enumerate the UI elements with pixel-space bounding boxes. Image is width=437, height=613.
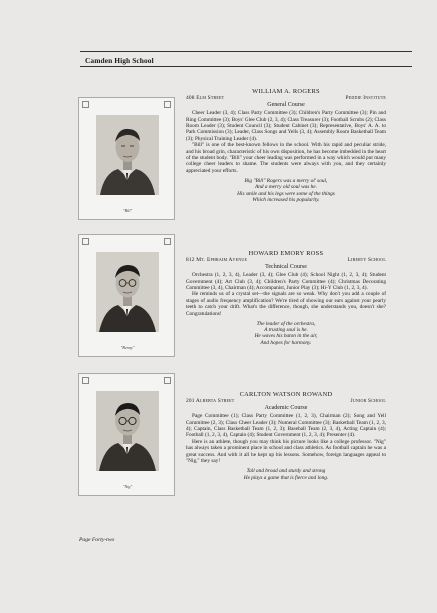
student-name: CARLTON WATSON ROWAND (239, 391, 333, 398)
activities-text: Page Committee (1); Class Party Committee (1, 2, 3), Chairman (2); Song and Yell Committee (2, 3); Class Cheer Leader (3); Numeral Committee (3); Basketball Team (1, 2, 3, 4); Captain, Class Basketball Team (1, 2, 3); Baseball Team (2, 3, 4), Acting Captain (4); Football (1, 2, 3, 4), Captain (4); Student Government (1, 2, 3, 4); Presenter (4). (186, 413, 386, 439)
course-label: Academic Course (264, 404, 308, 411)
portrait-panel-1 (78, 97, 175, 220)
mount-corner-icon (164, 101, 171, 108)
poem-line: And a merry old soul was he. (255, 184, 317, 191)
street-address: 408 Elm Street (186, 95, 225, 102)
mount-corner-icon (82, 377, 89, 384)
activities-text: Cheer Leader (3, 4); Class Party Committee (3); Children's Party Committee (3); Pin and Ring Committee (3); Boys' Glee Club (2, 3, 4); Class Treasurer (3); Football Scrubs (2); Class Room Leader (3); Student Council (3); Student Cabinet (3); Representative, Boys' A. A. to Park Commission (3); Leader, Class Songs and Yells (3, 4); Assembly Room Basketball Team (3); Physical Training Leader (4). (186, 110, 386, 142)
portrait-photo-3 (96, 391, 159, 471)
poem (186, 468, 386, 480)
poem-line: Tall and broad and sturdy and strong (246, 468, 326, 475)
poem-line: He waves his baton in the air, (254, 333, 318, 340)
course-label: Technical Course (265, 263, 307, 270)
portrait-caption-1: "Bill" (122, 208, 133, 213)
page-header: Camden High School (85, 56, 154, 65)
previous-school: Junior School (350, 398, 386, 405)
poem-line: A trusting soul is he. (264, 327, 308, 334)
mount-corner-icon (82, 101, 89, 108)
previous-school: Peddie Institute (345, 95, 386, 102)
senior-entry-2 (186, 251, 386, 346)
bio-text: Here is an athlete, though you may think his picture looks like a college professor. "Nig" has always taken a prominent place in school and class athletics. As football captain he was a great success. And with it all he kept up his lessons. Somehow, foreign languages appeal to "Nig," they say! (186, 438, 386, 465)
portrait-caption-2: "Benny" (120, 345, 135, 350)
poem-line: Which increased his popularity. (252, 196, 320, 203)
bio-text: "Bill" is one of the best-known fellows in the school. With his rapid and peculiar stride, and his broad grin, characteristic of his own disposition, he has become imbedded in the heart of the student body. "Bill" your cheer leading was performed in a way which would put many college cheer leaders to shame. The students were always with you, and they certainly appreciated your efforts. (186, 142, 386, 174)
senior-entry-3 (186, 392, 386, 481)
street-address: 201 Alberta Street (186, 398, 235, 405)
header-rule-bottom (80, 66, 412, 67)
page-number: Page Forty-two (79, 537, 115, 543)
activities-text: Orchestra (1, 2, 3, 4), Leader (3, 4); Glee Club (4); School Night (1, 2, 3, 4); Student Government (4); Art Club (3, 4); Children's Party Committee (4); Christmas Decorating Committee (3, 4), Chairman (4); Accompanist, Junior Play (3); Hi-Y Club (1, 2, 3, 4). (186, 272, 386, 292)
poem (186, 178, 386, 203)
portrait-column (78, 97, 175, 497)
student-name: HOWARD EMORY ROSS (248, 250, 324, 257)
portrait-caption-3: "Nig" (122, 484, 133, 489)
student-name: WILLIAM A. ROGERS (252, 88, 320, 95)
mount-corner-icon (164, 238, 171, 245)
mount-corner-icon (164, 377, 171, 384)
street-address: 812 Mt. Ephraim Avenue (186, 257, 248, 264)
previous-school: Liberty School (347, 257, 386, 264)
portrait-panel-3 (78, 373, 175, 496)
poem (186, 321, 386, 346)
portrait-photo-1 (96, 115, 159, 195)
mount-corner-icon (82, 238, 89, 245)
poem-line: His smile and his legs were some of the things (237, 190, 335, 197)
poem-line: And hopes for harmony. (260, 339, 312, 346)
portrait-panel-2 (78, 234, 175, 357)
portrait-photo-2 (96, 252, 159, 332)
poem-line: Big "Bill" Rogers was a merry ol' soul, (244, 178, 328, 185)
poem-line: He plays a game that is fierce and long. (243, 474, 329, 481)
course-label: General Course (267, 101, 305, 108)
bio-text: He reminds us of a crystal set—the signals are so weak. Why don't you add a couple of stages of audio frequency amplification? We're tired of showing our ears against your pearly teeth to catch your drift. What's the difference, though, she understands you, doesn't she? Congratulations! (186, 291, 386, 317)
header-rule-top (80, 51, 412, 52)
senior-entry-1 (186, 89, 386, 203)
poem-line: The leader of the orchestra, (256, 321, 316, 328)
